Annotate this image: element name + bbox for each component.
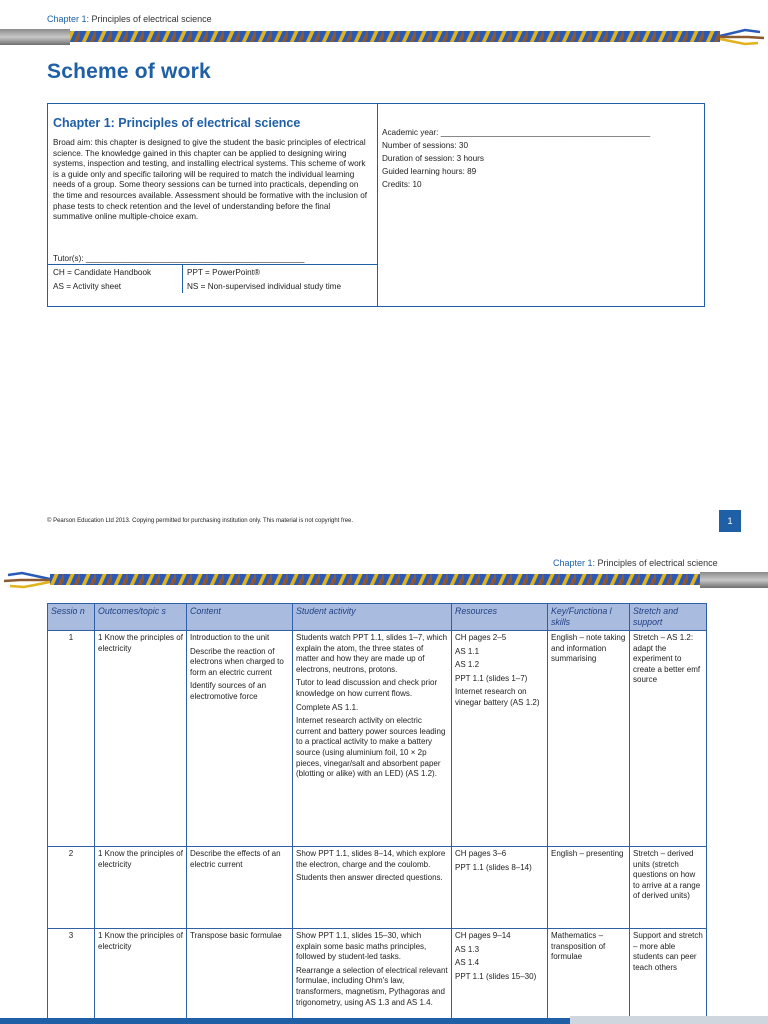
overview-box: [47, 103, 705, 307]
content-item: Identify sources of an electromotive force: [190, 681, 267, 701]
overview-left-panel: [48, 104, 378, 306]
tutor-field: Tutor(s): ________________________________________________: [53, 254, 305, 263]
credits: Credits: 10: [382, 180, 422, 189]
activity-item: Rearrange a selection of electrical relevant formulae, including Ohm's law, transformers, magnetism, Pythagoras and trigonometry, using AS 1.3 and AS 1.4.: [296, 965, 448, 1007]
resource-item: Internet research on vinegar battery (AS 1.2): [455, 687, 540, 707]
outcome-cell: 1 Know the principles of electricity: [95, 631, 187, 847]
resources-cell: [452, 631, 548, 847]
col-session: Sessio n: [48, 604, 95, 631]
activity-cell: [293, 929, 452, 1024]
stretch-cell: Support and stretch – more able students can peer teach others: [630, 929, 707, 1024]
broad-aim-text: Broad aim: this chapter is designed to give the student the basic principles of electrical science. The knowledge gained in this chapter can be applied to designing wiring systems, inspection and testing, and installing electrical systems. This scheme of work is a guide only and specific tailoring will be required to match the individual learning needs of a group. Some theory sessions can be turned into practicals, depending on the time and resources available. Assessment should be formative with the inclusion of phase tests to check retention and the level of understanding before the final summative online multiple-choice exam.: [53, 138, 368, 222]
bottom-grey-bar: [570, 1016, 768, 1024]
skills-cell: English – note taking and information summarising: [548, 631, 630, 847]
stretch-cell: Stretch – AS 1.2: adapt the experiment to create a better emf source: [630, 631, 707, 847]
academic-year: Academic year: ______________________________________________: [382, 128, 651, 137]
skills-cell: Mathematics – transposition of formulae: [548, 929, 630, 1024]
content-item: Transpose basic formulae: [190, 931, 282, 940]
chapter-label: Chapter 1:: [47, 14, 90, 24]
activity-item: Students watch PPT 1.1, slides 1–7, which explain the atom, the three states of matter and how they are made up of electrons, neutrons, protons.: [296, 633, 448, 674]
number-of-sessions: Number of sessions: 30: [382, 141, 469, 150]
abbreviations-grid: [48, 264, 377, 293]
content-item: Introduction to the unit: [190, 633, 270, 642]
resource-item: AS 1.3: [455, 944, 480, 954]
table-row: [48, 847, 707, 929]
activity-cell: [293, 847, 452, 929]
outcome-cell: 1 Know the principles of electricity: [95, 929, 187, 1024]
resource-item: PPT 1.1 (slides 1–7): [455, 673, 528, 683]
scheme-table: [47, 603, 707, 1024]
resource-item: PPT 1.1 (slides 8–14): [455, 862, 532, 872]
session-cell: 1: [48, 631, 95, 847]
col-stretch: Stretch and support: [630, 604, 707, 631]
abbr-ppt: PPT = PowerPoint®: [187, 267, 261, 277]
content-cell: [187, 631, 293, 847]
table-row: [48, 631, 707, 847]
content-item: Describe the effects of an electric current: [190, 849, 281, 869]
col-student-activity: Student activity: [293, 604, 452, 631]
resource-item: AS 1.4: [455, 958, 480, 968]
resources-cell: [452, 929, 548, 1024]
resources-cell: [452, 847, 548, 929]
table-row: [48, 929, 707, 1024]
running-header: [553, 558, 718, 568]
chapter-title: Principles of electrical science: [91, 14, 212, 24]
abbr-as: AS = Activity sheet: [48, 279, 183, 293]
abbr-ch: CH = Candidate Handbook: [48, 265, 183, 279]
abbr-row: [48, 279, 377, 293]
content-item: Describe the reaction of electrons when charged to form an electric current: [190, 646, 284, 677]
abbr-row: [48, 265, 377, 279]
resource-item: PPT 1.1 (slides 15–30): [455, 971, 537, 981]
cable-decoration: [0, 28, 768, 46]
resource-item: CH pages 2–5: [455, 633, 507, 642]
copyright-footer: © Pearson Education Ltd 2013. Copying permitted for purchasing institution only. This material is not copyright free.: [47, 518, 354, 524]
overview-right-panel: [382, 126, 650, 191]
col-resources: Resources: [452, 604, 548, 631]
activity-item: Internet research activity on electric current and battery power sources leading to a practical activity to make a battery source (using aluminium foil, 10 × 2p pieces, vinegar/salt and absorbent paper (blotting or alike) with an LED) (AS 1.2).: [296, 716, 446, 779]
resource-item: AS 1.1: [455, 646, 480, 656]
content-cell: [187, 929, 293, 1024]
chapter-label: Chapter 1:: [553, 558, 596, 568]
running-header: [47, 14, 212, 24]
outcome-cell: 1 Know the principles of electricity: [95, 847, 187, 929]
chapter-title: Principles of electrical science: [597, 558, 718, 568]
resource-item: CH pages 3–6: [455, 849, 507, 858]
page-number: 1: [719, 510, 741, 532]
page-title: Scheme of work: [47, 60, 211, 83]
col-skills: Key/Functiona l skills: [548, 604, 630, 631]
activity-item: Tutor to lead discussion and check prior knowledge on how current flows.: [296, 678, 438, 698]
session-cell: 3: [48, 929, 95, 1024]
resource-item: CH pages 9–14: [455, 931, 511, 940]
table-header-row: [48, 604, 707, 631]
activity-cell: [293, 631, 452, 847]
skills-cell: English – presenting: [548, 847, 630, 929]
resource-item: AS 1.2: [455, 660, 480, 670]
activity-item: Students then answer directed questions.: [296, 873, 443, 883]
content-cell: [187, 847, 293, 929]
abbr-ns: NS = Non-supervised individual study time: [187, 281, 342, 291]
cable-decoration: [0, 571, 768, 589]
activity-item: Show PPT 1.1, slides 15–30, which explain some basic maths principles, followed by student-led tasks.: [296, 931, 427, 962]
chapter-heading: Chapter 1: Principles of electrical science: [53, 116, 301, 130]
guided-learning-hours: Guided learning hours: 89: [382, 167, 477, 176]
activity-item: Show PPT 1.1, slides 8–14, which explore the electron, charge and the coulomb.: [296, 849, 446, 869]
activity-item: Complete AS 1.1.: [296, 702, 359, 712]
session-duration: Duration of session: 3 hours: [382, 154, 484, 163]
stretch-cell: Stretch – derived units (stretch questions on how to arrive at a range of derived units): [630, 847, 707, 929]
col-outcomes: Outcomes/topic s: [95, 604, 187, 631]
session-cell: 2: [48, 847, 95, 929]
col-content: Content: [187, 604, 293, 631]
